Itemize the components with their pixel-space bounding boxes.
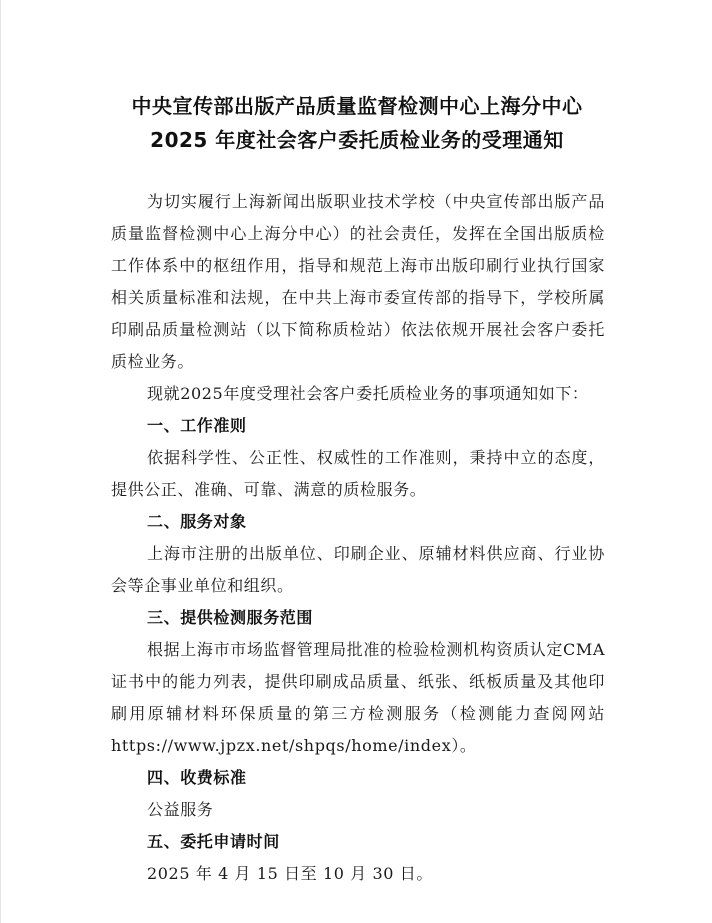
section-content-application-period: 2025 年 4 月 15 日至 10 月 30 日。	[147, 864, 433, 883]
section-content-service-targets: 上海市注册的出版单位、印刷企业、原辅材料供应商、行业协会等企事业单位和组织。	[111, 544, 605, 595]
document-title-line-1: 中央宣传部出版产品质量监督检测中心上海分中心	[131, 94, 583, 118]
section-content-principles: 依据科学性、公正性、权威性的工作准则，秉持中立的态度，提供公正、准确、可靠、满意的质检服务。	[111, 448, 605, 499]
intro-paragraph: 为切实履行上海新闻出版职业技术学校（中央宣传部出版产品质量监督检测中心上海分中心）的社会责任，发挥在全国出版质检工作体系中的枢纽作用，指导和规范上海市出版印刷行业执行国家相关质量标准和法规，在中共上海市委宣传部的指导下，学校所属印刷品质量检测站（以下简称质检站）依法依规开展社会客户委托质检业务。	[111, 192, 605, 371]
section-content-fees: 公益服务	[147, 800, 214, 819]
section-heading-service-targets: 二、服务对象	[147, 512, 247, 531]
section-heading-application-period: 五、委托申请时间	[147, 832, 280, 851]
section-heading-service-scope: 三、提供检测服务范围	[147, 608, 314, 627]
notice-paragraph: 现就2025年度受理社会客户委托质检业务的事项通知如下：	[147, 384, 589, 403]
document-title-line-2: 2025 年度社会客户委托质检业务的受理通知	[150, 128, 564, 152]
section-heading-fees: 四、收费标准	[147, 768, 247, 787]
section-content-service-scope: 根据上海市市场监督管理局批准的检验检测机构资质认定CMA 证书中的能力列表，提供印刷成品质量、纸张、纸板质量及其他印刷用原辅材料环保质量的第三方检测服务（检测能力查阅网站 https://www.jpzx.net/shpqs/home/index）。	[111, 640, 605, 755]
section-heading-principles: 一、工作准则	[147, 416, 247, 435]
